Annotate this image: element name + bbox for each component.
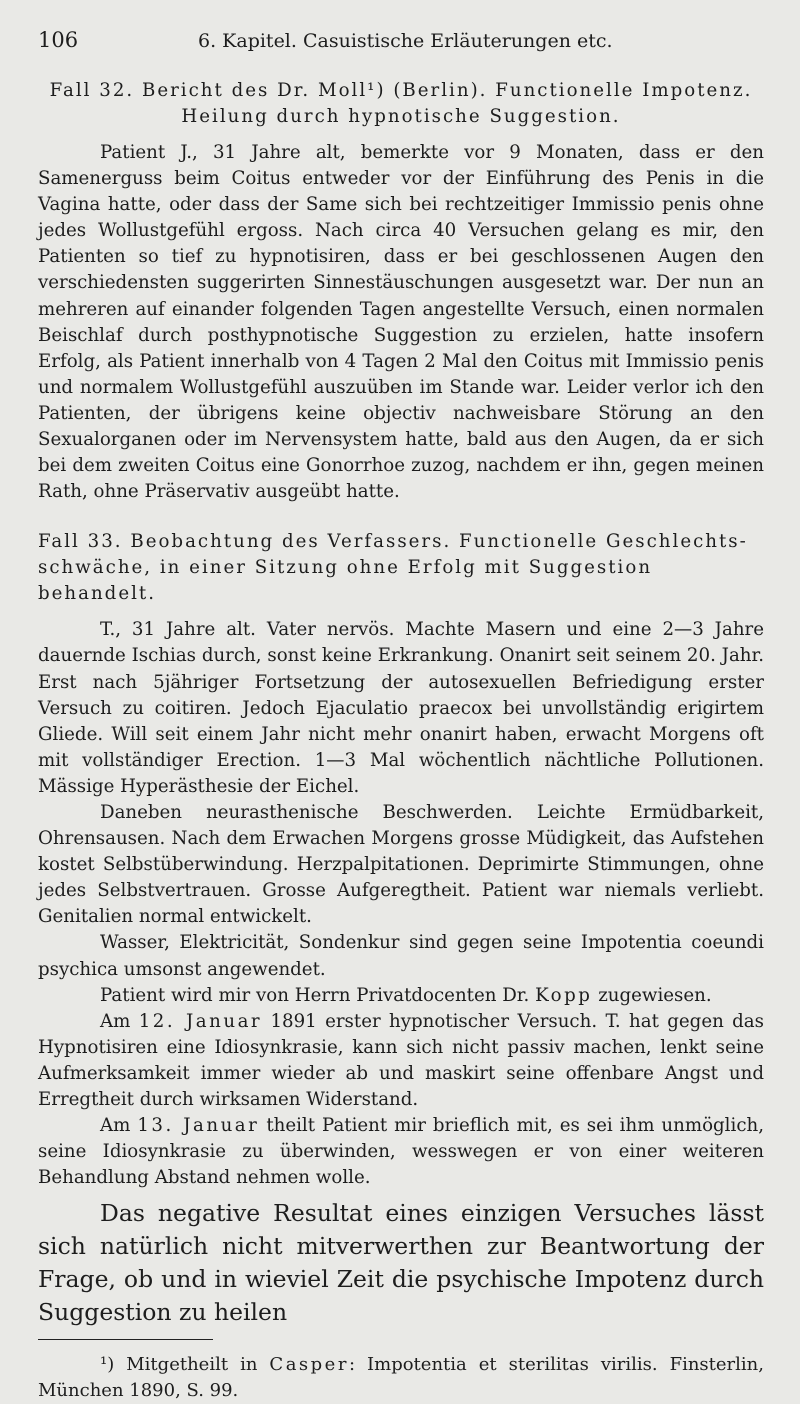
footnote-marker: ¹): [100, 1354, 115, 1376]
page-header: [38, 28, 764, 68]
case-33-paragraph-1: T., 31 Jahre alt. Vater nervös. Machte Masern und eine 2—3 Jahre dauernde Ischias durch, sonst keine Erkrankung. Onanirt seit seinem 20. Jahr. Erst nach 5jähriger Fortsetzung der autosexuellen Befriedigung erster Versuch zu coitiren. Jedoch Ejaculatio praecox bei unvollständig erigirtem Gliede. Will seit einem Jahr nicht mehr onanirt haben, erwacht Morgens oft mit vollständiger Erection. 1—3 Mal wöchentlich nächtliche Pollutionen. Mässige Hyperästhesie der Eichel.: [38, 619, 764, 797]
case-33-paragraph-3: Wasser, Elektricität, Sondenkur sind gegen seine Impotentia coeundi psychica umsonst angewendet.: [38, 932, 764, 980]
case-33-paragraph-2: Daneben neurasthenische Beschwerden. Leichte Ermüdbarkeit, Ohrensausen. Nach dem Erwachen Morgens grosse Müdigkeit, das Aufstehen kostet Selbstüberwindung. Herzpalpitationen. Deprimirte Stimmungen, ohne jedes Selbstvertrauen. Grosse Aufgeregtheit. Patient war niemals verliebt. Genitalien normal entwickelt.: [38, 801, 764, 928]
case-32-paragraph: Patient J., 31 Jahre alt, bemerkte vor 9 Monaten, dass er den Samenerguss beim Coitus entweder vor der Einführung des Penis in die Vagina hatte, oder dass der Same sich bei rechtzeitiger Immissio penis ohne jedes Wollustgefühl ergoss. Nach circa 40 Versuchen gelang es mir, den Patienten so tief zu hypnotisiren, dass er bei geschlossenen Augen den verschiedensten suggerirten Sinnestäuschungen ausgesetzt war. Der nun an mehreren auf einander folgenden Tagen angestellte Versuch, einen normalen Beischlaf durch posthypnotische Suggestion zu erzielen, hatte insofern Erfolg, als Patient innerhalb von 4 Tagen 2 Mal den Coitus mit Immissio penis und normalem Wollustgefühl auszuüben im Stande war. Leider verlor ich den Patienten, der übrigens keine objectiv nachweisbare Störung an den Sexualorganen oder im Nervensystem hatte, bald aus den Augen, da er sich bei dem zweiten Coitus eine Gonorrhoe zuzog, nachdem er ihn, gegen meinen Rath, ohne Präservativ ausgeübt hatte.: [38, 142, 764, 503]
case-33-paragraph-5: Am 12. Januar 1891 erster hypnotischer Versuch. T. hat gegen das Hypnotisiren eine Idiosynkrasie, kann sich nicht passiv machen, lenkt seine Aufmerksamkeit immer wieder ab und maskirt seine offenbare Angst und Erregtheit durch wirksamen Widerstand.: [38, 1010, 764, 1110]
case-33-title-line-2: schwäche, in einer Sitzung ohne Erfolg mit Suggestion behandelt.: [38, 557, 653, 605]
case-32: [38, 78, 764, 505]
case-33-paragraph-6: Am 13. Januar theilt Patient mir brieflich mit, es sei ihm unmöglich, seine Idiosynkrasie zu überwinden, wesswegen er von einer weiteren Behandlung Abstand nehmen wolle.: [38, 1115, 764, 1189]
case-32-title-line-2: Heilung durch hypnotische Suggestion.: [181, 106, 621, 127]
closing-paragraph: Das negative Resultat eines einzigen Versuches lässt sich natürlich nicht mitverwerthen zur Beantwortung der Frage, ob und in wieviel Zeit die psychische Impotenz durch Suggestion zu heilen: [38, 1199, 764, 1327]
date-12-january: 12. Januar: [138, 1010, 263, 1032]
doctor-name: Kopp: [535, 984, 593, 1006]
case-32-title-line-1: Fall 32. Bericht des Dr. Moll¹) (Berlin). Functionelle Impotenz.: [49, 80, 753, 101]
case-33-title-line-1: Fall 33. Beobachtung des Verfassers. Functionelle Geschlechts-: [38, 531, 748, 553]
case-32-title: [38, 78, 764, 130]
date-13-january: 13. Januar: [137, 1115, 260, 1137]
running-title: 6. Kapitel. Casuistische Erläuterungen etc.: [198, 30, 613, 52]
case-33-paragraph-4: Patient wird mir von Herrn Privatdocenten Dr. Kopp zugewiesen.: [100, 984, 712, 1006]
case-33-title: [38, 529, 764, 607]
footnote: ¹) Mitgetheilt in Casper: Impotentia et sterilitas virilis. Finsterlin, München 1890, S. 99.: [38, 1354, 764, 1402]
footnote-rule: [38, 1339, 213, 1340]
case-33: [38, 529, 764, 1191]
footnote-author: Casper: [269, 1354, 349, 1376]
page-number: 106: [38, 28, 79, 52]
